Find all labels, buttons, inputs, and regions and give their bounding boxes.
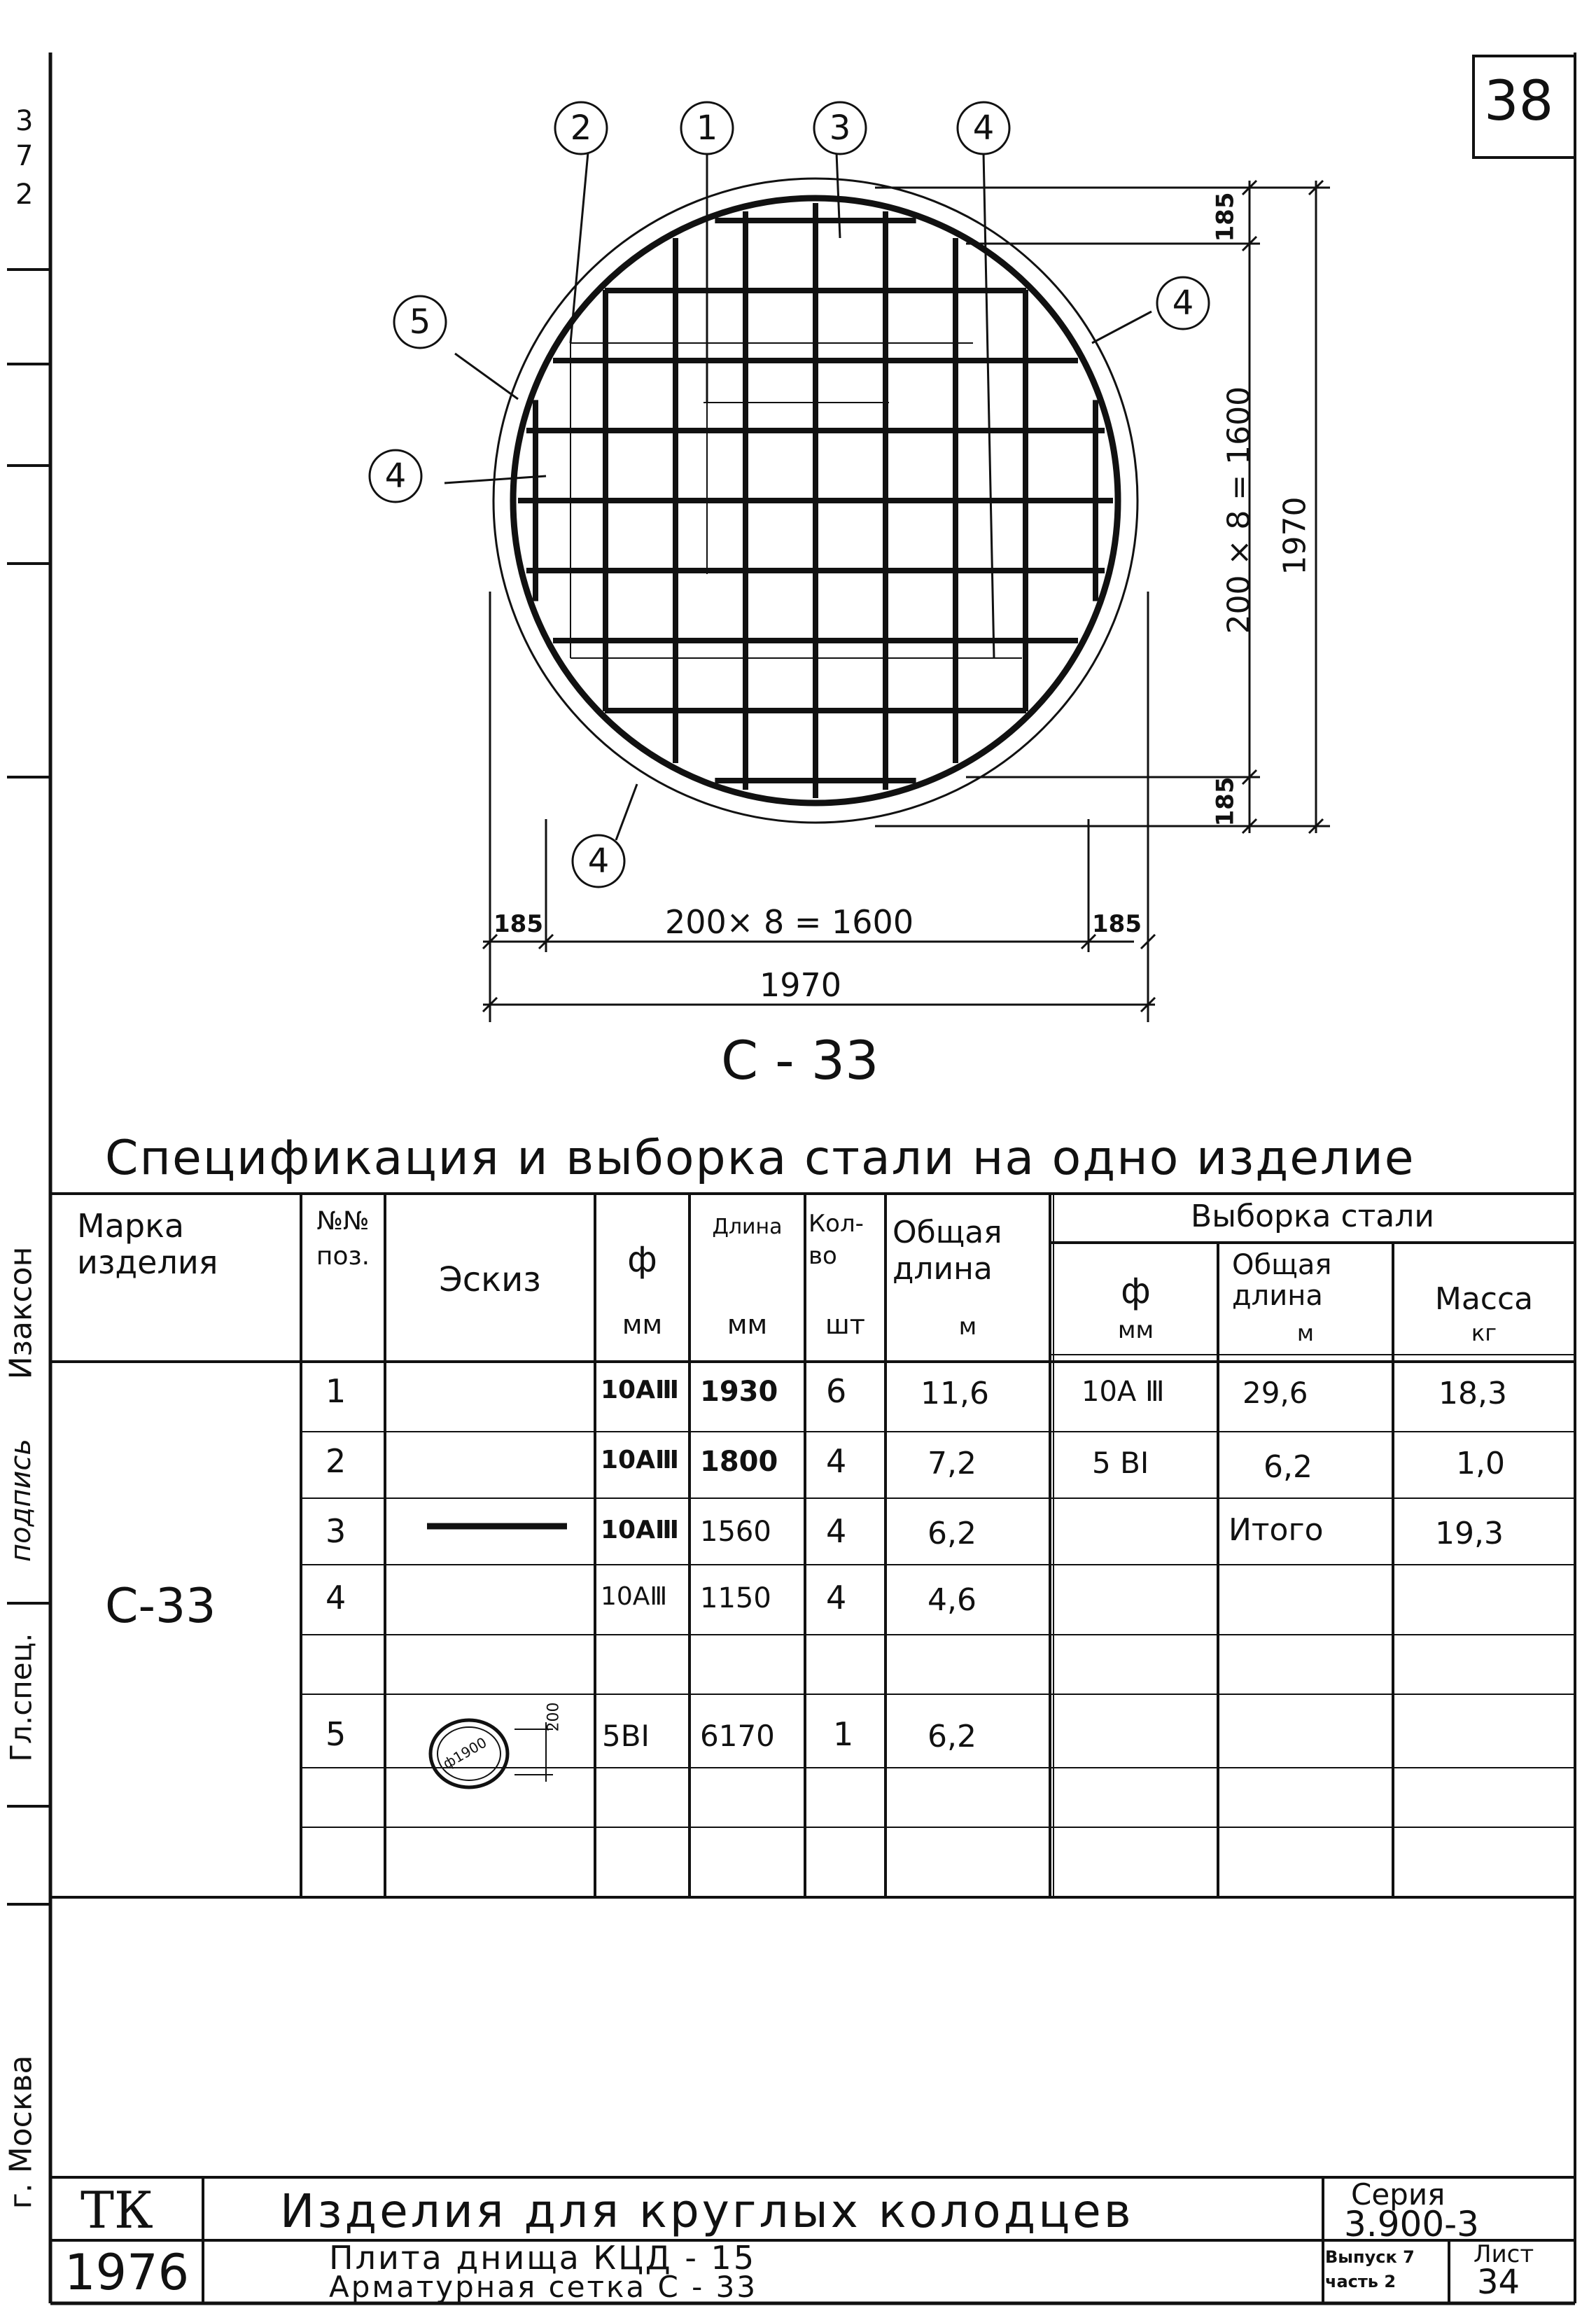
row-3-length: 1560: [700, 1516, 771, 1548]
hdr-qty-text: Кол-во: [808, 1210, 864, 1270]
steel-1-diam: 10А Ⅲ: [1082, 1376, 1165, 1408]
row-1-pos: 1: [326, 1372, 346, 1410]
dim-bottom-right: 185: [1092, 910, 1142, 938]
hdr-pos: [304, 1204, 382, 1274]
row-3-diam: 10АⅢ: [601, 1516, 679, 1544]
row-2-diam: 10АⅢ: [601, 1446, 679, 1474]
tb-series-label: Серия: [1351, 2177, 1446, 2212]
row-5-pos: 5: [326, 1715, 346, 1753]
steel-1-total: 29,6: [1242, 1376, 1308, 1410]
row-2-total: 7,2: [927, 1446, 976, 1481]
steel-total-mass: 19,3: [1435, 1516, 1504, 1551]
row-5-qty: 1: [833, 1715, 854, 1753]
steel-1-mass: 18,3: [1438, 1376, 1507, 1411]
steel-2-total: 6,2: [1264, 1449, 1312, 1485]
dim-right-middle: 200 × 8 = 1600: [1221, 386, 1257, 634]
tb-issue: Выпуск 7: [1325, 2247, 1415, 2267]
tb-title-sub1: Плита днища КЦД - 15: [329, 2239, 757, 2277]
tb-sheet-label: Лист: [1474, 2240, 1534, 2268]
row-1-diam: 10АⅢ: [601, 1376, 679, 1404]
hdr-steel-group: Выборка стали: [1191, 1199, 1434, 1234]
product-mark: С-33: [105, 1579, 216, 1634]
tb-title-sub2: Арматурная сетка С - 33: [329, 2270, 758, 2304]
hdr-total-len-unit: м: [958, 1313, 977, 1341]
row-4-length: 1150: [700, 1582, 771, 1614]
hdr-diam: ф: [627, 1239, 657, 1280]
steel-2-mass: 1,0: [1456, 1446, 1505, 1481]
tb-sheet-value: 34: [1477, 2263, 1520, 2302]
side-stamp-a: 3: [15, 105, 34, 137]
steel-total-label: Итого: [1228, 1512, 1324, 1548]
row-2-qty: 4: [826, 1442, 847, 1480]
hdr-sketch: Эскиз: [439, 1260, 541, 1299]
side-stamp-b: 7: [15, 140, 34, 172]
row-4-pos: 4: [326, 1579, 346, 1617]
sketch5-ring-label: ф1900: [440, 1733, 490, 1773]
sketch5-dim-label: 200: [545, 1702, 563, 1732]
row-3-total: 6,2: [927, 1516, 976, 1551]
dim-right-total: 1970: [1277, 496, 1313, 575]
hdr-s-total-text: Общая длина: [1232, 1249, 1332, 1312]
side-stamp-name: Изаксон: [3, 1246, 39, 1380]
tb-year: 1976: [64, 2244, 190, 2301]
hdr-s-total: [1232, 1250, 1386, 1311]
dim-bottom-total: 1970: [760, 966, 842, 1004]
drawing-mark: С - 33: [721, 1029, 879, 1091]
row-1-length: 1930: [700, 1376, 778, 1408]
row-5-total: 6,2: [927, 1719, 976, 1754]
dim-right-top: 185: [1211, 192, 1240, 242]
row-1-total: 11,6: [920, 1376, 989, 1411]
tb-part: часть 2: [1325, 2272, 1396, 2291]
side-stamp-city: г. Москва: [3, 2055, 39, 2209]
dim-bottom-middle: 200× 8 = 1600: [665, 903, 914, 941]
hdr-diam-unit: мм: [622, 1309, 663, 1340]
row-2-pos: 2: [326, 1442, 346, 1480]
spec-title: Спецификация и выборка стали на одно изделие: [105, 1131, 1415, 1186]
row-3-pos: 3: [326, 1512, 346, 1550]
tb-org: ТК: [80, 2181, 153, 2240]
row-5-length: 6170: [700, 1719, 775, 1753]
hdr-total-len: [892, 1215, 1046, 1287]
callout-4-left: 4: [384, 456, 407, 496]
callout-4-right: 4: [1172, 284, 1194, 323]
side-stamp-signature: подпись: [5, 1439, 37, 1562]
sheet-number: 38: [1484, 70, 1554, 133]
hdr-total-len-text: Общая длина: [892, 1215, 1002, 1287]
hdr-mark: [77, 1208, 287, 1280]
row-1-qty: 6: [826, 1372, 847, 1410]
steel-2-diam: 5 ВⅠ: [1092, 1446, 1149, 1480]
hdr-pos-text: №№ поз.: [316, 1207, 370, 1271]
row-4-diam: 10АⅢ: [601, 1582, 668, 1611]
hdr-length: Длина: [712, 1215, 783, 1239]
dim-right-bottom: 185: [1211, 776, 1240, 827]
side-stamp-role: Гл.спец.: [4, 1633, 38, 1762]
row-4-total: 4,6: [927, 1582, 976, 1618]
hdr-s-diam: ф: [1121, 1271, 1151, 1311]
callout-5: 5: [409, 302, 431, 342]
hdr-qty: [808, 1208, 886, 1272]
tb-series-value: 3.900-3: [1344, 2204, 1479, 2244]
reinforcement-mesh-plan: [444, 153, 1152, 840]
hdr-s-total-unit: м: [1296, 1320, 1315, 1346]
callout-3: 4: [972, 109, 995, 148]
row-5-diam: 5ВⅠ: [602, 1719, 650, 1753]
hdr-mark-text: Марка изделия: [77, 1207, 218, 1281]
callout-1: 1: [696, 109, 718, 148]
tb-title-main: Изделия для круглых колодцев: [280, 2184, 1134, 2238]
side-stamp-c: 2: [15, 179, 34, 211]
hdr-s-diam-unit: мм: [1117, 1316, 1154, 1344]
hdr-qty-unit: шт: [825, 1309, 865, 1340]
callout-4-top: 3: [829, 109, 851, 148]
hdr-length-unit: мм: [727, 1309, 768, 1340]
hdr-s-mass-unit: кг: [1471, 1320, 1497, 1346]
callout-4-bottom: 4: [587, 842, 610, 881]
callout-2: 2: [570, 109, 592, 148]
row-3-qty: 4: [826, 1512, 847, 1550]
hdr-s-mass: Масса: [1434, 1281, 1534, 1317]
row-4-qty: 4: [826, 1579, 847, 1617]
row-2-length: 1800: [700, 1446, 778, 1478]
dim-bottom-left: 185: [493, 910, 543, 938]
